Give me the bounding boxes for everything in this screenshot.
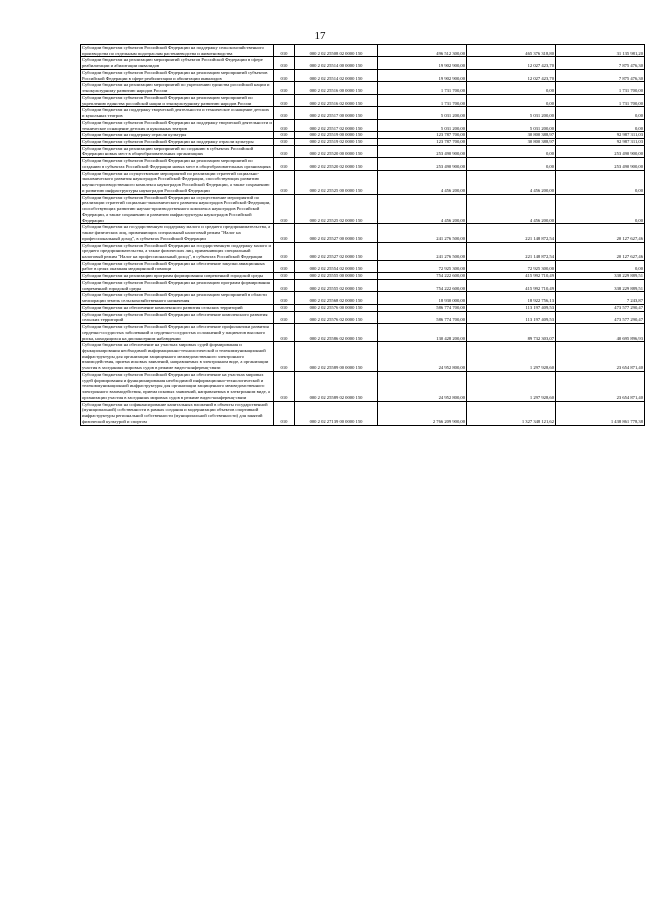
row-executed-amount: 5 031 200,00 — [467, 107, 556, 119]
row-approved-amount: 4 456 200,00 — [378, 170, 467, 194]
row-remaining-amount: 0,00 — [556, 119, 645, 131]
table-row — [81, 371, 645, 401]
row-code: 010 — [274, 107, 295, 119]
row-code: 010 — [274, 279, 295, 291]
table-row — [81, 279, 645, 291]
row-name: Субсидии бюджетам субъектов Российской Федерации на реализацию программ формирования современной городской среды — [81, 279, 274, 291]
row-remaining-amount: 338 229 889,51 — [556, 273, 645, 280]
row-classification-code: 000 2 02 25520 02 0000 150 — [295, 158, 378, 170]
row-executed-amount: 0,00 — [467, 145, 556, 157]
row-remaining-amount: 23 654 871,40 — [556, 342, 645, 372]
row-approved-amount: 754 222 600,00 — [378, 279, 467, 291]
row-classification-code: 000 2 02 27139 00 0000 150 — [295, 401, 378, 425]
row-code: 010 — [274, 273, 295, 280]
row-code: 010 — [274, 145, 295, 157]
row-executed-amount: 1 297 928,60 — [467, 371, 556, 401]
row-executed-amount: 415 992 710,49 — [467, 273, 556, 280]
row-classification-code: 000 2 02 25525 02 0000 150 — [295, 194, 378, 224]
row-remaining-amount: 20 127 627,46 — [556, 224, 645, 242]
row-name: Субсидии бюджетам субъектов Российской Федерации на поддержку сельскохозяйственного производства по отдельным подотраслям растениеводства и животноводства — [81, 45, 274, 57]
row-approved-amount: 754 222 600,00 — [378, 273, 467, 280]
table-row — [81, 107, 645, 119]
row-approved-amount: 19 902 900,00 — [378, 57, 467, 69]
page-number: 17 — [314, 30, 326, 42]
row-classification-code: 000 2 02 25554 02 0000 150 — [295, 260, 378, 272]
row-code: 010 — [274, 139, 295, 146]
row-classification-code: 000 2 02 25508 02 0000 150 — [295, 45, 378, 57]
row-name: Субсидии бюджетам субъектов Российской Федерации на осуществление мероприятий по реализации стратегий социально-экономического развития наукоградов Российской Федерации, способствующих развитию научно-производственного комплекса наукоградов Российской Федерации, а также сохранению и развитию инфраструктуры наукоградов Российской Федерации — [81, 194, 274, 224]
table-row — [81, 242, 645, 260]
row-remaining-amount: 1 731 700,00 — [556, 82, 645, 94]
row-remaining-amount: 1 438 861 778,38 — [556, 401, 645, 425]
row-executed-amount: 113 197 409,53 — [467, 304, 556, 311]
row-code: 010 — [274, 304, 295, 311]
row-remaining-amount: 7 243,87 — [556, 292, 645, 304]
row-code: 010 — [274, 119, 295, 131]
row-classification-code: 000 2 02 25555 02 0000 150 — [295, 279, 378, 291]
row-classification-code: 000 2 02 25517 02 0000 150 — [295, 119, 378, 131]
row-remaining-amount: 31 135 981,20 — [556, 45, 645, 57]
row-name: Субсидии бюджетам субъектов Российской Федерации на поддержку отрасли культуры — [81, 139, 274, 146]
row-executed-amount: 1 297 928,60 — [467, 342, 556, 372]
row-code: 010 — [274, 242, 295, 260]
row-classification-code: 000 2 02 25555 00 0000 150 — [295, 273, 378, 280]
row-classification-code: 000 2 02 25519 02 0000 150 — [295, 139, 378, 146]
row-executed-amount: 30 800 388,97 — [467, 132, 556, 139]
row-name: Субсидии бюджетам субъектов Российской Федерации на реализацию мероприятий субъектов Российской Федерации в сфере реабилитации и абилитации инвалидов — [81, 69, 274, 81]
row-code: 010 — [274, 69, 295, 81]
row-code: 010 — [274, 194, 295, 224]
row-code: 010 — [274, 260, 295, 272]
row-remaining-amount: 473 577 290,47 — [556, 311, 645, 323]
table-row — [81, 45, 645, 57]
row-classification-code: 000 2 02 25520 00 0000 150 — [295, 145, 378, 157]
row-name: Субсидии бюджетам субъектов Российской Федерации на реализацию мероприятий в области мелиорации земель сельскохозяйственного назначения — [81, 292, 274, 304]
table-row — [81, 324, 645, 342]
row-remaining-amount: 40 695 896,93 — [556, 324, 645, 342]
row-approved-amount: 241 276 500,00 — [378, 224, 467, 242]
row-remaining-amount: 0,00 — [556, 260, 645, 272]
row-executed-amount: 4 456 200,00 — [467, 194, 556, 224]
row-remaining-amount: 7 875 476,30 — [556, 57, 645, 69]
row-code: 010 — [274, 224, 295, 242]
row-approved-amount: 24 952 800,00 — [378, 342, 467, 372]
row-code: 010 — [274, 158, 295, 170]
row-approved-amount: 253 490 900,00 — [378, 145, 467, 157]
row-name: Субсидии бюджетам на обеспечение комплексного развития сельских территорий — [81, 304, 274, 311]
row-executed-amount: 30 800 388,97 — [467, 139, 556, 146]
row-classification-code: 000 2 02 25514 00 0000 150 — [295, 57, 378, 69]
row-remaining-amount: 92 987 311,03 — [556, 139, 645, 146]
row-name: Субсидии бюджетам субъектов Российской Федерации на поддержку творческой деятельности и техническое оснащение детских и кукольных театров — [82, 119, 272, 131]
row-remaining-amount: 338 229 889,51 — [556, 279, 645, 291]
row-code: 010 — [274, 57, 295, 69]
row-executed-amount: 0,00 — [467, 158, 556, 170]
row-executed-amount: 5 031 200,00 — [467, 119, 556, 131]
row-code: 010 — [274, 45, 295, 57]
row-executed-amount: 113 197 409,53 — [467, 311, 556, 323]
row-executed-amount: 0,00 — [467, 82, 556, 94]
table-row — [81, 119, 645, 131]
row-classification-code: 000 2 02 25525 00 0000 150 — [295, 170, 378, 194]
row-code: 010 — [274, 94, 295, 106]
row-name: Субсидии бюджетам на реализацию мероприятий по созданию в субъектах Российской Федерации новых мест в общеобразовательных организациях — [81, 145, 274, 157]
row-name: Субсидии бюджетам на обеспечение на участках мировых судей формирования и функционирования необходимой информационно-технологической и телекоммуникационной инфраструктуры для организации защищенного межведомственного электронного взаимодействия, приема исковых заявлений, направляемых в электронном виде, а организации участия в заседаниях мировых судов в режиме видео-конференц-связи — [81, 342, 274, 372]
row-code: 010 — [274, 401, 295, 425]
row-remaining-amount: 23 654 871,40 — [556, 371, 645, 401]
row-code: 010 — [274, 170, 295, 194]
row-code: 010 — [274, 342, 295, 372]
row-name: Субсидии бюджетам на поддержку отрасли культуры — [81, 132, 274, 139]
row-approved-amount: 5 031 200,00 — [378, 119, 467, 131]
row-name: Субсидии бюджетам на реализацию мероприятий по укреплению единства российской нации и этнокультурному развитию народов России — [81, 82, 274, 94]
row-executed-amount: 18 922 756,13 — [467, 292, 556, 304]
row-classification-code: 000 2 02 25576 02 0000 150 — [295, 311, 378, 323]
table-row — [81, 132, 645, 139]
row-executed-amount: 4 456 200,00 — [467, 170, 556, 194]
table-row — [81, 273, 645, 280]
row-name: Субсидии бюджетам на государственную поддержку малого и среднего предпринимательства, а также физических лиц, применяющих специальный налоговый режим "Налог на профессиональный доход", в субъектах Российской Федерации — [81, 224, 274, 242]
row-approved-amount: 130 428 200,00 — [378, 324, 467, 342]
row-name: Субсидии бюджетам субъектов Российской Федерации на обеспечение профилактики развития сердечно-сосудистых заболеваний и сердечно-сосудистых осложнений у пациентов высокого риска, находящихся на диспансерном наблюдении — [81, 324, 274, 342]
row-executed-amount: 89 732 303,07 — [467, 324, 556, 342]
row-classification-code: 000 2 02 25517 00 0000 150 — [295, 107, 378, 119]
row-classification-code: 000 2 02 25586 02 0000 150 — [295, 324, 378, 342]
table-row — [81, 82, 645, 94]
row-remaining-amount: 253 490 900,00 — [556, 145, 645, 157]
row-code: 010 — [274, 371, 295, 401]
budget-table — [80, 44, 645, 426]
row-remaining-amount: 7 875 476,30 — [556, 69, 645, 81]
row-code: 010 — [274, 82, 295, 94]
row-code: 010 — [274, 324, 295, 342]
row-executed-amount: 221 148 872,54 — [467, 242, 556, 260]
row-name: Субсидии бюджетам субъектов Российской Федерации на обеспечение на участках мировых судей формирования и функционирования необходимой информационно-технологической и телекоммуникационной инфраструктуры для организации защищенного межведомственного электронного взаимодействия, приема исковых заявлений, направляемых в электронном виде, а организации участия в заседаниях мировых судов в режиме видео-конференц-связи — [81, 371, 274, 401]
row-remaining-amount: 0,00 — [556, 170, 645, 194]
row-approved-amount: 19 902 900,00 — [378, 69, 467, 81]
row-classification-code: 000 2 02 25514 02 0000 150 — [295, 69, 378, 81]
row-classification-code: 000 2 02 25589 02 0000 150 — [295, 371, 378, 401]
row-approved-amount: 2 766 209 900,00 — [378, 401, 467, 425]
row-remaining-amount: 473 577 290,47 — [556, 304, 645, 311]
row-executed-amount: 72 925 300,00 — [467, 260, 556, 272]
table-row — [81, 311, 645, 323]
row-code: 010 — [274, 292, 295, 304]
row-name: Субсидии бюджетам на реализацию мероприятий субъектов Российской Федерации в сфере реабилитации и абилитации инвалидов — [81, 57, 274, 69]
row-name: Субсидии бюджетам на поддержку творческой деятельности и техническое оснащение детских и кукольных театров — [81, 107, 274, 119]
row-classification-code: 000 2 02 25568 02 0000 150 — [295, 292, 378, 304]
row-approved-amount: 24 952 800,00 — [378, 371, 467, 401]
table-row — [81, 158, 645, 170]
row-classification-code: 000 2 02 25589 00 0000 150 — [295, 342, 378, 372]
row-remaining-amount: 0,00 — [556, 194, 645, 224]
row-code: 010 — [274, 311, 295, 323]
row-approved-amount: 123 787 700,00 — [378, 132, 467, 139]
row-executed-amount: 1 327 348 121,62 — [467, 401, 556, 425]
row-name: Субсидии бюджетам субъектов Российской Федерации на реализацию мероприятий по укреплению единства российской нации и этнокультурному развитию народов России — [81, 94, 274, 106]
row-name: Субсидии бюджетам субъектов Российской Федерации на обеспечение комплексного развития сельских территорий — [81, 311, 274, 323]
row-approved-amount: 241 276 500,00 — [378, 242, 467, 260]
row-name: Субсидии бюджетам субъектов Российской Федерации на государственную поддержку малого и среднего предпринимательства, а также физических лиц, применяющих специальный налоговый режим "Налог на профессиональный доход", в субъектах Российской Федерации — [81, 242, 274, 260]
table-row — [81, 304, 645, 311]
table-row — [81, 139, 645, 146]
row-executed-amount: 465 376 318,80 — [467, 45, 556, 57]
row-approved-amount: 1 731 700,00 — [378, 82, 467, 94]
table-row — [81, 170, 645, 194]
table-row — [81, 145, 645, 157]
row-classification-code: 000 2 02 25527 00 0000 150 — [295, 224, 378, 242]
row-name: Субсидии бюджетам субъектов Российской Федерации на обеспечение закупки авиационных работ в целях оказания медицинской помощи — [81, 260, 274, 272]
row-classification-code: 000 2 02 25527 02 0000 150 — [295, 242, 378, 260]
row-approved-amount: 253 490 900,00 — [378, 158, 467, 170]
row-classification-code: 000 2 02 25576 00 0000 150 — [295, 304, 378, 311]
table-row — [81, 342, 645, 372]
row-name: Субсидии бюджетам на реализацию программ формирования современной городской среды — [81, 273, 274, 280]
row-classification-code: 000 2 02 25516 02 0000 150 — [295, 94, 378, 106]
row-approved-amount: 4 456 200,00 — [378, 194, 467, 224]
budget-table-body — [81, 45, 645, 426]
row-executed-amount: 12 027 423,70 — [467, 69, 556, 81]
row-remaining-amount: 0,00 — [556, 107, 645, 119]
row-code: 010 — [274, 132, 295, 139]
table-row — [81, 260, 645, 272]
row-approved-amount: 496 512 300,00 — [378, 45, 467, 57]
table-row — [81, 94, 645, 106]
row-approved-amount: 72 925 300,00 — [378, 260, 467, 272]
row-remaining-amount: 20 127 627,46 — [556, 242, 645, 260]
row-executed-amount: 415 992 710,49 — [467, 279, 556, 291]
row-approved-amount: 586 774 700,00 — [378, 311, 467, 323]
row-name: Субсидии бюджетам на софинансирование капитальных вложений в объекты государственной (муниципальной) собственности в рамках создания и модернизации объектов спортивной инфраструктуры региональной собственности (муниципальной собственности) для занятий физической культурой и спортом — [81, 401, 274, 425]
table-row — [81, 292, 645, 304]
row-approved-amount: 5 031 200,00 — [378, 107, 467, 119]
row-classification-code: 000 2 02 25519 00 0000 150 — [295, 132, 378, 139]
row-name: Субсидии бюджетам на осуществление мероприятий по реализации стратегий социально-экономического развития наукоградов Российской Федерации, способствующих развитию научно-производственного комплекса наукоградов Российской Федерации, а также сохранению и развитию инфраструктуры наукоградов Российской Федерации — [81, 170, 274, 194]
table-row — [81, 69, 645, 81]
row-executed-amount: 0,00 — [467, 94, 556, 106]
row-approved-amount: 18 930 000,00 — [378, 292, 467, 304]
row-approved-amount: 123 787 700,00 — [378, 139, 467, 146]
table-row — [81, 194, 645, 224]
row-name: Субсидии бюджетам субъектов Российской Федерации на реализацию мероприятий по созданию в субъектах Российской Федерации новых мест в общеобразовательных организациях — [81, 158, 274, 170]
row-remaining-amount: 92 987 311,03 — [556, 132, 645, 139]
table-row — [81, 401, 645, 425]
table-row — [81, 57, 645, 69]
row-executed-amount: 12 027 423,70 — [467, 57, 556, 69]
row-executed-amount: 221 148 872,54 — [467, 224, 556, 242]
row-classification-code: 000 2 02 25516 00 0000 150 — [295, 82, 378, 94]
row-approved-amount: 1 731 700,00 — [378, 94, 467, 106]
row-remaining-amount: 1 731 700,00 — [556, 94, 645, 106]
row-remaining-amount: 253 490 900,00 — [556, 158, 645, 170]
row-approved-amount: 586 774 700,00 — [378, 304, 467, 311]
table-row — [81, 224, 645, 242]
